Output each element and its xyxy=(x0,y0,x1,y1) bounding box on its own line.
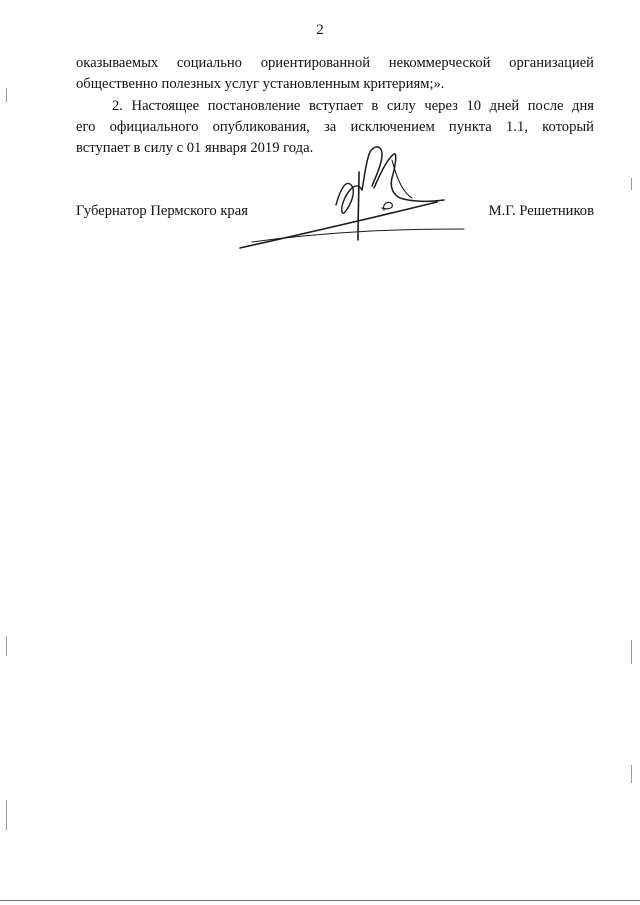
scan-artifact xyxy=(6,800,7,830)
paragraph-1-line-2: общественно полезных услуг установленным критериям;». xyxy=(76,76,445,92)
handwritten-signature-icon xyxy=(232,130,482,260)
scan-artifact xyxy=(6,88,7,102)
paragraph-2-line-1: 2. Настоящее постановление вступает в силу через 10 дней после дня xyxy=(112,98,594,114)
signer-name: М.Г. Решетников xyxy=(488,203,594,219)
scan-artifact xyxy=(631,178,632,190)
page-number: 2 xyxy=(316,22,324,38)
bottom-scan-edge xyxy=(0,900,640,901)
scan-artifact xyxy=(631,765,632,783)
paragraph-2-line-2: его официального опубликования, за исключением пункта 1.1, который xyxy=(76,119,594,135)
paragraph-2-line-3: вступает в силу с 01 января 2019 года. xyxy=(76,140,314,156)
scan-artifact xyxy=(631,640,632,664)
scan-artifact xyxy=(6,636,7,656)
paragraph-1-line-1: оказываемых социально ориентированной некоммерческой организацией xyxy=(76,55,594,71)
signer-title: Губернатор Пермского края xyxy=(76,203,248,219)
